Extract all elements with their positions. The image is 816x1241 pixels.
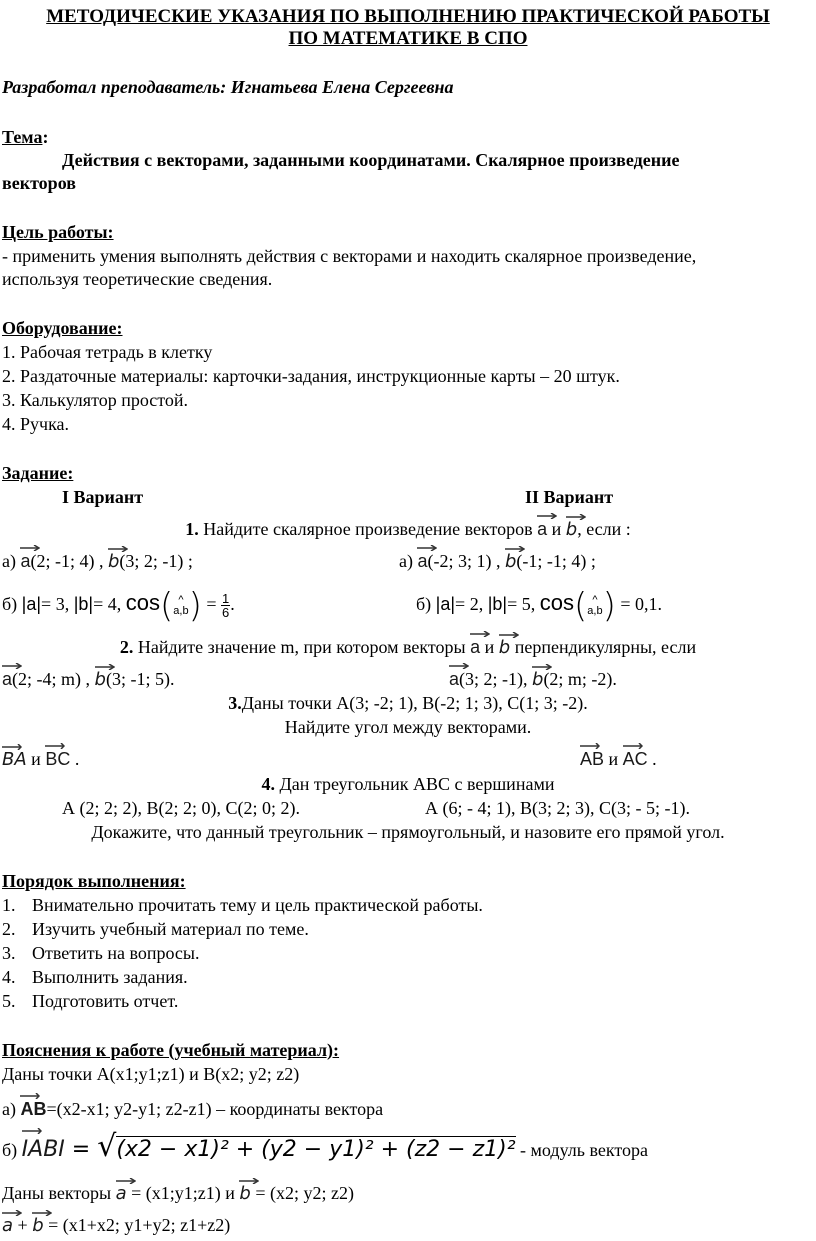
- vector-ab-modulus: IABI: [22, 1133, 65, 1167]
- vector-a-symbol: a: [2, 1215, 13, 1237]
- doc-title-line2: ПО МАТЕМАТИКЕ В СПО: [288, 28, 528, 49]
- procedure-item: 1. Внимательно прочитать тему и цель практической работы.: [2, 895, 483, 915]
- q3-statement: 3.Даны точки А(3; -2; 1), В(-2; 1; 3), С(1; 3; -2).: [228, 693, 588, 713]
- q1-v1-a: а) a(2; -1; 4) , b(3; 2; -1) ;: [2, 550, 193, 573]
- vector-a-symbol: a: [116, 1183, 127, 1205]
- goal-line2: используя теоретические сведения.: [2, 269, 273, 289]
- q1-v1-b: б) |a|= 3, |b|= 4, cos( ^ a,b) = $\frac{1}{6}$ .: [2, 585, 235, 626]
- author: Разработал преподаватель: Игнатьева Елена Сергеевна: [2, 77, 454, 97]
- q2-v2: a(3; 2; -1), b(2; m; -2).: [449, 668, 617, 691]
- q1-v2-b: б) |a|= 2, |b|= 5, cos( ^ a,b) = 0,1.: [416, 585, 662, 626]
- procedure-label: Порядок выполнения:: [2, 871, 186, 891]
- vector-a-symbol: a: [537, 518, 547, 540]
- q3-line2: Найдите угол между векторами.: [284, 717, 532, 737]
- explain-label: Пояснения к работе (учебный материал):: [2, 1040, 340, 1060]
- q4-line3: Докажите, что данный треугольник – прямоугольный, и назовите его прямой угол.: [91, 822, 725, 842]
- vector-b-symbol: b: [499, 637, 510, 659]
- vector-a-symbol: a: [2, 668, 12, 690]
- q1-v2-a: а) a(-2; 3; 1) , b(-1; -1; 4) ;: [399, 550, 596, 573]
- vector-ba-symbol: BA: [2, 749, 27, 771]
- vector-a-symbol: a: [20, 550, 30, 572]
- explain-a: а) AB=(x2-x1; y2-y1; z2-z1) – координаты вектора: [2, 1098, 383, 1120]
- vector-a-symbol: a: [470, 636, 480, 658]
- topic-label: Тема:: [2, 127, 49, 147]
- variant-2-label: II Вариант: [525, 487, 614, 507]
- topic-line1: Действия с векторами, заданными координатами. Скалярное произведение: [62, 150, 680, 170]
- q4-v2: А (6; - 4; 1), В(3; 2; 3), С(3; - 5; -1).: [425, 798, 690, 818]
- vector-b-symbol: b: [532, 669, 543, 691]
- vector-b-symbol: b: [32, 1215, 43, 1237]
- vector-bc-symbol: BC: [45, 748, 70, 770]
- vector-ab-symbol: AB: [20, 1098, 46, 1120]
- procedure-item: 2. Изучить учебный материал по теме.: [2, 919, 309, 939]
- q1-statement: 1. Найдите скалярное произведение векторов a и b, если :: [0, 518, 816, 541]
- vector-b-symbol: b: [239, 1183, 250, 1205]
- angle-ab: ^ a,b: [173, 593, 189, 617]
- distance-formula: (x2 − x1)² + (y2 − y1)² + (z2 − z1)²: [116, 1137, 516, 1162]
- equipment-item: 1. Рабочая тетрадь в клетку: [2, 342, 213, 362]
- equipment-item: 2. Раздаточные материалы: карточки-задания, инструкционные карты – 20 штук.: [2, 366, 620, 386]
- equipment-item: 3. Калькулятор простой.: [2, 390, 189, 410]
- q4-v1: А (2; 2; 2), В(2; 2; 0), С(2; 0; 2).: [62, 798, 300, 818]
- procedure-item: 3. Ответить на вопросы.: [2, 943, 200, 963]
- procedure-item: 4. Выполнить задания.: [2, 967, 188, 987]
- q3-v2: AB и AC .: [580, 748, 657, 770]
- vector-a-symbol: a: [449, 668, 459, 690]
- vector-ac-symbol: AC: [623, 748, 648, 770]
- explain-vectors: Даны векторы a = (x1;y1;z1) и b = (x2; y2; z2): [2, 1182, 354, 1205]
- goal-line1: - применить умения выполнять действия с векторами и находить скалярное произведение,: [2, 246, 697, 266]
- vector-ab-symbol: AB: [580, 748, 604, 770]
- q4-statement: 4. Дан треугольник ABC с вершинами: [261, 774, 555, 794]
- equipment-label: Оборудование:: [2, 318, 123, 338]
- explain-points: Даны точки А(x1;y1;z1) и B(x2; y2; z2): [2, 1064, 300, 1084]
- doc-title-line1: МЕТОДИЧЕСКИЕ УКАЗАНИЯ ПО ВЫПОЛНЕНИЮ ПРАКТИЧЕСКОЙ РАБОТЫ: [46, 6, 770, 27]
- q2-v1: a(2; -4; m) , b(3; -1; 5).: [2, 668, 174, 691]
- vector-b-symbol: b: [566, 519, 577, 541]
- sqrt-icon: √: [97, 1129, 117, 1164]
- task-label: Задание:: [2, 463, 74, 483]
- fraction-one-sixth: $\frac{1}{6}$: [221, 591, 230, 621]
- vector-a-symbol: a: [417, 550, 427, 572]
- procedure-item: 5. Подготовить отчет.: [2, 991, 179, 1011]
- vector-b-symbol: b: [95, 669, 106, 691]
- vector-b-symbol: b: [108, 551, 119, 573]
- variant-1-label: I Вариант: [62, 487, 144, 507]
- equipment-item: 4. Ручка.: [2, 414, 70, 434]
- angle-ab: ^ a,b: [587, 593, 603, 617]
- explain-b: б) IABI = √(x2 − x1)² + (y2 − y1)² + (z2 − z1)² - модуль вектора: [2, 1130, 648, 1167]
- goal-label: Цель работы:: [2, 222, 114, 242]
- q3-v1: BA и BC .: [2, 748, 79, 771]
- vector-b-symbol: b: [505, 551, 516, 573]
- explain-sum: a + b = (x1+x2; y1+y2; z1+z2): [2, 1214, 230, 1237]
- topic-line2: векторов: [2, 173, 76, 193]
- q2-statement: 2. Найдите значение m, при котором векторы a и b перпендикулярны, если: [0, 636, 816, 659]
